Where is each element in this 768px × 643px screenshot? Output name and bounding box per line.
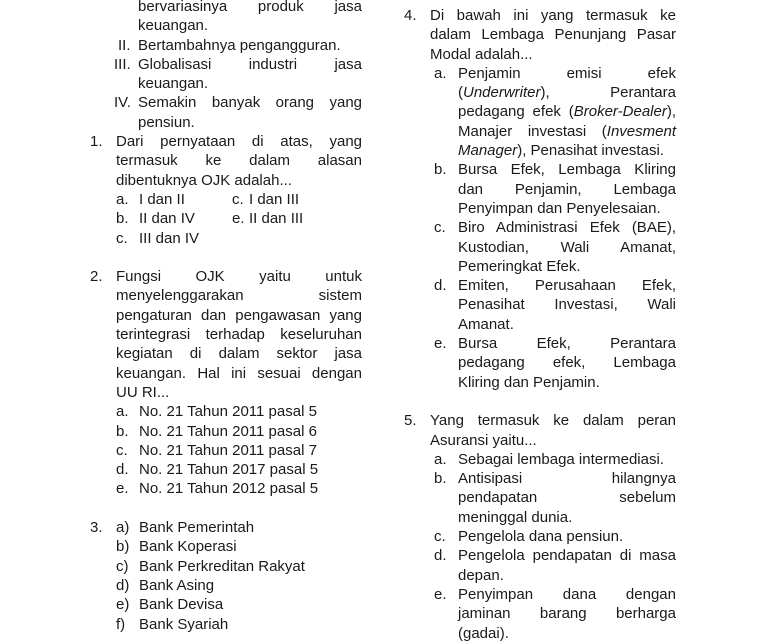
q2-option xyxy=(90,479,362,498)
option-line: (Underwriter), Perantara xyxy=(458,84,676,102)
roman-item-continued xyxy=(90,16,362,35)
option-text: Bank Asing xyxy=(139,576,215,594)
option-line: (gadai). xyxy=(458,624,509,642)
q4-option-b xyxy=(404,160,676,179)
question-line: Asuransi yaitu... xyxy=(430,431,537,449)
q5-option-d xyxy=(404,546,676,565)
q1-option-row xyxy=(90,209,362,228)
question-number: 2. xyxy=(90,268,103,286)
question-line: dibentuknya OJK adalah... xyxy=(116,171,292,189)
option-label: a) xyxy=(116,519,130,537)
roman-numeral: II. xyxy=(118,36,131,54)
option-line: Penyimpan dan Penyelesaian. xyxy=(458,199,661,217)
roman-item-iv xyxy=(90,93,362,112)
q4-option-a xyxy=(404,64,676,83)
option-label: b. xyxy=(116,422,129,440)
option-text: Bank Koperasi xyxy=(139,538,237,556)
option-label: a. xyxy=(434,450,447,468)
option-line: Kustodian, Wali Amanat, xyxy=(458,238,676,256)
roman-line: bervariasinya produk jasa xyxy=(138,0,362,15)
q1-option-row xyxy=(90,229,362,248)
option-line: Antisipasi hilangnya xyxy=(458,470,676,488)
option-label: a. xyxy=(116,190,129,208)
q3-option xyxy=(90,615,362,634)
question-number: 1. xyxy=(90,133,103,151)
option-label: e. xyxy=(434,335,447,353)
spacer xyxy=(90,499,362,518)
question-4-line xyxy=(404,25,676,44)
question-line: dalam Lembaga Penunjang Pasar xyxy=(430,26,676,44)
q2-option xyxy=(90,460,362,479)
option-label: a. xyxy=(434,64,447,82)
q4-option-a-line xyxy=(404,141,676,160)
q4-option-e-line xyxy=(404,353,676,372)
option-line: Kliring dan Penjamin. xyxy=(458,373,600,391)
roman-line: Globalisasi industri jasa xyxy=(138,55,362,73)
option-text: No. 21 Tahun 2012 pasal 5 xyxy=(139,480,319,498)
question-number: 3. xyxy=(90,519,103,537)
q5-option-a xyxy=(404,450,676,469)
q4-option-d-line xyxy=(404,295,676,314)
option-line: pedagang efek (Broker-Dealer), xyxy=(458,103,676,121)
option-line: Bursa Efek, Perantara xyxy=(458,335,676,353)
q2-option xyxy=(90,422,362,441)
option-label: d. xyxy=(434,277,447,295)
q3-option xyxy=(90,595,362,614)
option-line: pendapatan sebelum xyxy=(458,489,676,507)
q3-option xyxy=(90,576,362,595)
roman-line: pensiun. xyxy=(138,113,195,131)
option-label: b) xyxy=(116,538,130,556)
q5-option-b-line xyxy=(404,488,676,507)
option-line: Emiten, Perusahaan Efek, xyxy=(458,277,676,295)
q2-option xyxy=(90,441,362,460)
question-line: UU RI... xyxy=(116,383,170,401)
option-text: No. 21 Tahun 2011 pasal 5 xyxy=(139,403,317,421)
question-line: Di bawah ini yang termasuk ke xyxy=(430,7,676,24)
option-text: I dan II xyxy=(139,190,185,208)
option-text: Bank Devisa xyxy=(139,596,224,614)
right-column xyxy=(404,6,676,643)
question-line: pengaturan dan pengawasan yang xyxy=(116,306,362,324)
roman-item-iii xyxy=(90,55,362,74)
option-label: c. xyxy=(434,528,446,546)
roman-line: keuangan. xyxy=(138,17,209,35)
question-line: keuangan. Hal ini sesuai dengan xyxy=(116,364,362,382)
option-text: No. 21 Tahun 2011 pasal 7 xyxy=(139,441,317,459)
option-line: Manajer investasi (Invesment xyxy=(458,122,676,140)
q4-option-e-line xyxy=(404,373,676,392)
option-label: b. xyxy=(434,470,447,488)
question-2-line xyxy=(90,286,362,305)
q4-option-d xyxy=(404,276,676,295)
option-line: Pengelola dana pensiun. xyxy=(458,528,624,546)
roman-item-iii-cont xyxy=(90,74,362,93)
q5-option-c xyxy=(404,527,676,546)
q5-option-e-line xyxy=(404,604,676,623)
option-label: a. xyxy=(116,403,129,421)
option-line: Bursa Efek, Lembaga Kliring xyxy=(458,161,676,179)
spacer xyxy=(404,392,676,411)
q3-option xyxy=(90,537,362,556)
question-2 xyxy=(90,267,362,286)
question-1-line xyxy=(90,151,362,170)
question-4-line xyxy=(404,45,676,64)
question-2-line xyxy=(90,383,362,402)
option-text: Bank Perkreditan Rakyat xyxy=(139,557,305,575)
option-label: e) xyxy=(116,596,130,614)
option-text: No. 21 Tahun 2017 pasal 5 xyxy=(139,461,319,479)
option-label: c) xyxy=(116,557,129,575)
question-number: 4. xyxy=(404,7,417,24)
roman-line: keuangan. xyxy=(138,75,209,93)
question-1 xyxy=(90,132,362,151)
q4-option-c xyxy=(404,218,676,237)
option-label: f) xyxy=(116,615,126,633)
question-line: Yang termasuk ke dalam peran xyxy=(430,412,676,430)
q4-option-b-line xyxy=(404,199,676,218)
option-line: pedagang efek, Lembaga xyxy=(458,354,676,372)
q5-option-b-line xyxy=(404,508,676,527)
q5-option-e-line xyxy=(404,624,676,643)
question-5-line xyxy=(404,431,676,450)
option-line: depan. xyxy=(458,566,504,584)
q4-option-a-line xyxy=(404,122,676,141)
q5-option-d-line xyxy=(404,566,676,585)
q5-option-e xyxy=(404,585,676,604)
question-line: Fungsi OJK yaitu untuk xyxy=(116,268,362,286)
q4-option-c-line xyxy=(404,238,676,257)
roman-line: Bertambahnya pengangguran. xyxy=(138,36,341,54)
option-label: c. xyxy=(116,441,128,459)
option-line: Penyimpan dana dengan xyxy=(458,585,676,603)
roman-numeral: IV. xyxy=(114,94,131,112)
question-number: 5. xyxy=(404,412,417,430)
option-line: Pemeringkat Efek. xyxy=(458,257,581,275)
question-2-line xyxy=(90,344,362,363)
option-label: c. xyxy=(116,229,128,247)
option-line: jaminan barang berharga xyxy=(458,605,676,623)
question-2-line xyxy=(90,364,362,383)
q4-option-d-line xyxy=(404,315,676,334)
q5-option-b xyxy=(404,469,676,488)
q4-option-c-line xyxy=(404,257,676,276)
option-text: II dan III xyxy=(249,210,304,228)
option-label: b. xyxy=(116,210,129,228)
question-1-line xyxy=(90,171,362,190)
question-5 xyxy=(404,411,676,430)
option-line: Penjamin emisi efek xyxy=(458,64,676,82)
roman-item-ii xyxy=(90,36,362,55)
question-line: kegiatan di dalam sektor jasa xyxy=(116,345,362,363)
q4-option-b-line xyxy=(404,180,676,199)
question-line: menyelenggarakan sistem xyxy=(116,287,362,305)
roman-line: Semakin banyak orang yang xyxy=(138,94,362,112)
option-text: Bank Syariah xyxy=(139,615,229,633)
q4-option-a-line xyxy=(404,83,676,102)
roman-numeral: III. xyxy=(114,55,131,73)
spacer xyxy=(90,248,362,267)
option-line: dan Penjamin, Lembaga xyxy=(458,180,676,198)
question-4 xyxy=(404,6,676,25)
q1-option-row xyxy=(90,190,362,209)
option-line: Pengelola pendapatan di masa xyxy=(458,547,676,565)
option-line: Penasihat Investasi, Wali xyxy=(458,296,676,314)
option-label: e. xyxy=(232,210,245,228)
option-line: meninggal dunia. xyxy=(458,508,573,526)
question-line: Dari pernyataan di atas, yang xyxy=(116,133,362,151)
option-label: e. xyxy=(434,585,447,603)
option-text: III dan IV xyxy=(139,229,200,247)
option-line: Sebagai lembaga intermediasi. xyxy=(458,450,664,468)
question-3 xyxy=(90,518,362,537)
question-line: Modal adalah... xyxy=(430,45,533,63)
option-text: I dan III xyxy=(249,190,300,208)
roman-item-continued xyxy=(90,0,362,16)
option-line: Manager), Penasihat investasi. xyxy=(458,142,664,160)
option-text: Bank Pemerintah xyxy=(139,519,255,537)
roman-item-iv-cont xyxy=(90,113,362,132)
option-label: d. xyxy=(116,461,129,479)
option-text: II dan IV xyxy=(139,210,195,228)
option-label: e. xyxy=(116,480,129,498)
question-2-line xyxy=(90,306,362,325)
option-label: d) xyxy=(116,576,130,594)
option-label: c. xyxy=(232,190,244,208)
q2-option xyxy=(90,402,362,421)
question-line: terintegrasi terhadap keseluruhan xyxy=(116,326,362,344)
question-line: termasuk ke dalam alasan xyxy=(116,152,362,170)
option-label: c. xyxy=(434,219,446,237)
q3-option xyxy=(90,557,362,576)
left-column xyxy=(90,0,362,634)
option-text: No. 21 Tahun 2011 pasal 6 xyxy=(139,422,317,440)
question-2-line xyxy=(90,325,362,344)
option-line: Biro Administrasi Efek (BAE), xyxy=(458,219,676,237)
q4-option-a-line xyxy=(404,102,676,121)
q4-option-e xyxy=(404,334,676,353)
option-label: b. xyxy=(434,161,447,179)
option-line: Amanat. xyxy=(458,315,514,333)
option-label: d. xyxy=(434,547,447,565)
